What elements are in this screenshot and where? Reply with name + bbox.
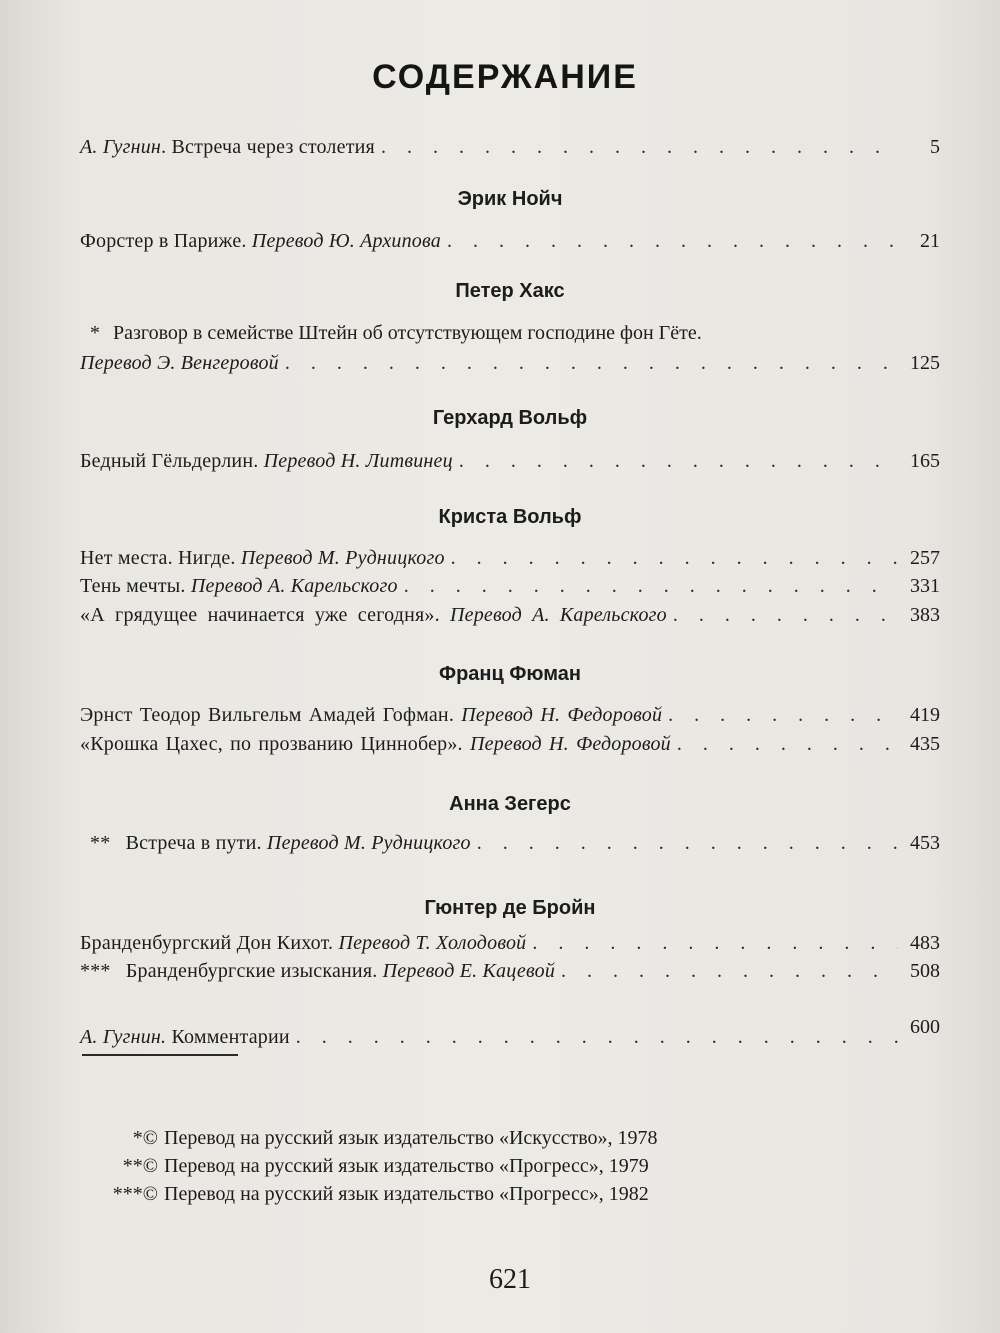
dot-leader — [532, 928, 898, 958]
section-author: Петер Хакс — [455, 280, 565, 302]
footnote — [106, 1124, 658, 1152]
footnote-text: Перевод на русский язык издательство «Прогресс», 1979 — [164, 1155, 649, 1177]
toc-entry — [80, 700, 940, 730]
entry-translator: Перевод Н. Федоровой — [461, 704, 663, 726]
entry-title: Форстер в Париже. — [80, 230, 247, 252]
entry-page: 125 — [910, 352, 940, 374]
toc-entry — [80, 348, 940, 378]
dot-leader — [673, 600, 898, 630]
footnote — [106, 1180, 649, 1208]
section-author: Эрик Нойч — [457, 188, 563, 210]
toc-entry — [80, 928, 940, 958]
dot-leader — [668, 700, 898, 730]
entry-title: «Крошка Цахес, по прозванию Циннобер». — [80, 733, 463, 755]
entry-translator: Перевод Е. Кацевой — [382, 960, 556, 982]
dot-leader — [404, 571, 898, 601]
entry-translator: Перевод М. Рудницкого — [266, 832, 471, 854]
entry-page: 383 — [910, 604, 940, 626]
entry-page: 331 — [910, 575, 940, 597]
toc-entry — [80, 828, 940, 858]
entry-title: Нет места. Нигде. — [80, 547, 236, 569]
entry-title: Тень мечты. — [80, 575, 186, 597]
toc-entry — [80, 226, 940, 256]
dot-leader — [296, 1022, 898, 1052]
toc-entry-title-line — [90, 318, 702, 348]
page-title: СОДЕРЖАНИЕ — [372, 58, 638, 96]
footnote — [106, 1152, 649, 1180]
entry-title: Разговор в семействе Штейн об отсутствующем господине фон Гёте. — [113, 322, 702, 344]
footnote-mark: *** — [80, 960, 111, 982]
section-author: Франц Фюман — [439, 663, 581, 685]
entry-author: А. Гугнин. — [80, 1026, 167, 1048]
entry-translator: Перевод М. Рудницкого — [240, 547, 445, 569]
entry-translator: Перевод Э. Венгеровой — [80, 352, 279, 374]
entry-page: 453 — [910, 832, 940, 854]
toc-entry — [80, 600, 940, 630]
footnote-rule — [82, 1054, 238, 1056]
toc-entry — [80, 446, 940, 476]
entry-title: Встреча через столетия — [171, 136, 375, 158]
footnote-mark: *© — [132, 1127, 158, 1149]
entry-translator: Перевод Н. Литвинец — [263, 450, 453, 472]
dot-leader — [561, 956, 898, 986]
section-author: Криста Вольф — [438, 506, 582, 528]
entry-translator: Перевод Н. Федоровой — [469, 733, 671, 755]
entry-title: Бранденбургский Дон Кихот. — [80, 932, 334, 954]
entry-page: 257 — [910, 547, 940, 569]
entry-title: Встреча в пути. — [125, 832, 262, 854]
dot-leader — [477, 828, 898, 858]
dot-leader — [447, 226, 898, 256]
entry-translator: Перевод Т. Холодовой — [338, 932, 527, 954]
toc-entry-intro: А. Гугнин. Встреча через столетия . . . 5 — [80, 132, 940, 162]
entry-translator: Перевод А. Карельского — [450, 604, 667, 626]
toc-entry-commentary — [80, 1012, 940, 1048]
page-number: 621 — [489, 1264, 531, 1295]
footnote-mark: **© — [122, 1155, 158, 1177]
section-author: Герхард Вольф — [432, 407, 588, 429]
footnote-mark: ***© — [112, 1183, 158, 1205]
entry-translator: Перевод А. Карельского — [190, 575, 398, 597]
footnote-text: Перевод на русский язык издательство «Прогресс», 1982 — [164, 1183, 649, 1205]
entry-title: Эрнст Теодор Вильгельм Амадей Гофман. — [80, 704, 455, 726]
entry-page: 600 — [910, 1016, 940, 1038]
toc-entry — [80, 729, 940, 759]
entry-title: Комментарии — [171, 1026, 290, 1048]
footnote-text: Перевод на русский язык издательство «Искусство», 1978 — [164, 1127, 658, 1149]
entry-page: 435 — [910, 733, 940, 755]
toc-entry — [80, 571, 940, 601]
dot-leader — [285, 348, 898, 378]
toc-entry — [80, 956, 940, 986]
entry-page: 21 — [920, 230, 940, 252]
dot-leader — [677, 729, 898, 759]
entry-translator: Перевод Ю. Архипова — [251, 230, 441, 252]
dot-leader — [381, 132, 898, 162]
entry-page: 419 — [910, 704, 940, 726]
section-author: Гюнтер де Бройн — [424, 897, 596, 919]
entry-title: Бедный Гёльдерлин. — [80, 450, 259, 472]
footnote-mark: * — [90, 322, 100, 344]
entry-page: 5 — [930, 136, 940, 158]
footnote-mark: ** — [90, 832, 111, 854]
entry-title: «А грядущее начинается уже сегодня». — [80, 604, 440, 626]
entry-page: 508 — [910, 960, 940, 982]
toc-entry — [80, 543, 940, 573]
entry-page: 483 — [910, 932, 940, 954]
entry-title: Бранденбургские изыскания. — [125, 960, 378, 982]
dot-leader — [459, 446, 898, 476]
entry-author: А. Гугнин — [80, 136, 162, 158]
dot-leader — [451, 543, 898, 573]
section-author: Анна Зегерс — [449, 793, 571, 815]
entry-page: 165 — [910, 450, 940, 472]
